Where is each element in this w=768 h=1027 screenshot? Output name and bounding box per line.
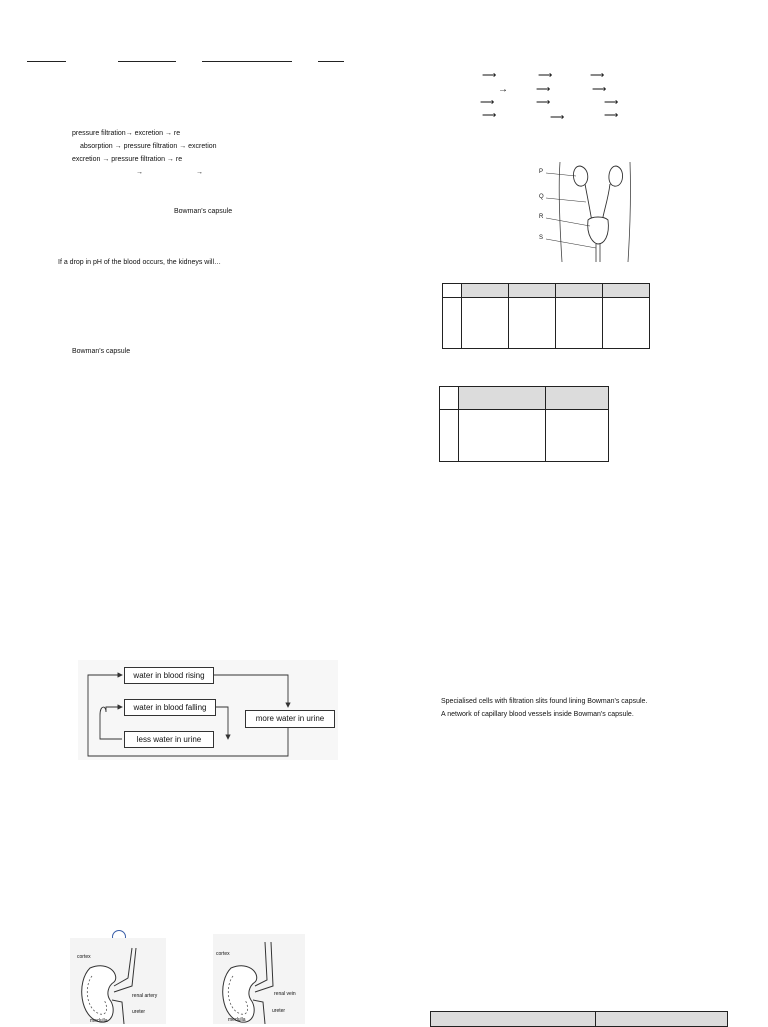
diagram-label-p: P [539,169,544,175]
arrow-icon: → [498,84,508,95]
kidney-right-ureter: ureter [272,1008,286,1014]
flowchart-box-water-falling: water in blood falling [124,699,216,716]
statement-filtration-slits: Specialised cells with filtration slits found lining Bowman's capsule. [441,698,648,705]
kidney-left-medulla: medulla [90,1018,108,1024]
arrow-icon: ⟶ [550,112,565,123]
sequence-arrow-a: → [136,169,143,176]
answer-blank-3 [202,61,292,62]
diagram-label-r: R [539,214,544,220]
answer-blank-2 [118,61,176,62]
sequence-arrow-b: → [196,169,203,176]
kidney-left-ureter: ureter [132,1009,146,1015]
arrow-icon: ⟶ [482,110,497,121]
arrow-icon: ⟶ [590,70,605,81]
statement-capillary-network: A network of capillary blood vessels inside Bowman's capsule. [441,711,634,718]
arrow-icon: ⟶ [536,97,551,108]
kidney-right-medulla: medulla [228,1017,246,1023]
sequence-option-1: pressure filtration→ excretion → re [72,130,181,137]
kidney-drawing-right [213,934,305,1024]
ph-question: If a drop in pH of the blood occurs, the kidneys will… [58,259,222,266]
arrow-icon: ⟶ [482,70,497,81]
bowmans-capsule-label-1: Bowman's capsule [174,208,233,215]
kidney-drawing-left [70,938,166,1024]
answer-table-3 [430,1011,728,1027]
flowchart-box-more-water: more water in urine [245,710,335,728]
arrow-icon: ⟶ [536,84,551,95]
answer-table-1 [442,283,650,349]
arrow-icon: ⟶ [538,70,553,81]
kidney-right-cortex: cortex [216,951,230,957]
bowmans-capsule-label-2: Bowman's capsule [72,348,131,355]
diagram-label-q: Q [539,194,544,200]
kidney-left-cortex: cortex [77,954,91,960]
sequence-option-3: excretion → pressure filtration → re [72,156,183,163]
kidney-left-renal-artery: renal artery [132,993,158,999]
arrow-icon: ⟶ [604,97,619,108]
arrow-icon: ⟶ [604,110,619,121]
arrow-icon: ⟶ [480,97,495,108]
sequence-option-2: absorption → pressure filtration → excretion [80,143,217,150]
kidney-right-renal-vein: renal vein [274,991,296,997]
urinary-system-diagram [530,160,640,264]
diagram-label-s: S [539,235,544,241]
flowchart-box-water-rising: water in blood rising [124,667,214,684]
arrow-icon: ⟶ [592,84,607,95]
answer-blank-4 [318,61,344,62]
answer-blank-1 [27,61,66,62]
flowchart-box-less-water: less water in urine [124,731,214,748]
answer-table-2 [439,386,609,462]
